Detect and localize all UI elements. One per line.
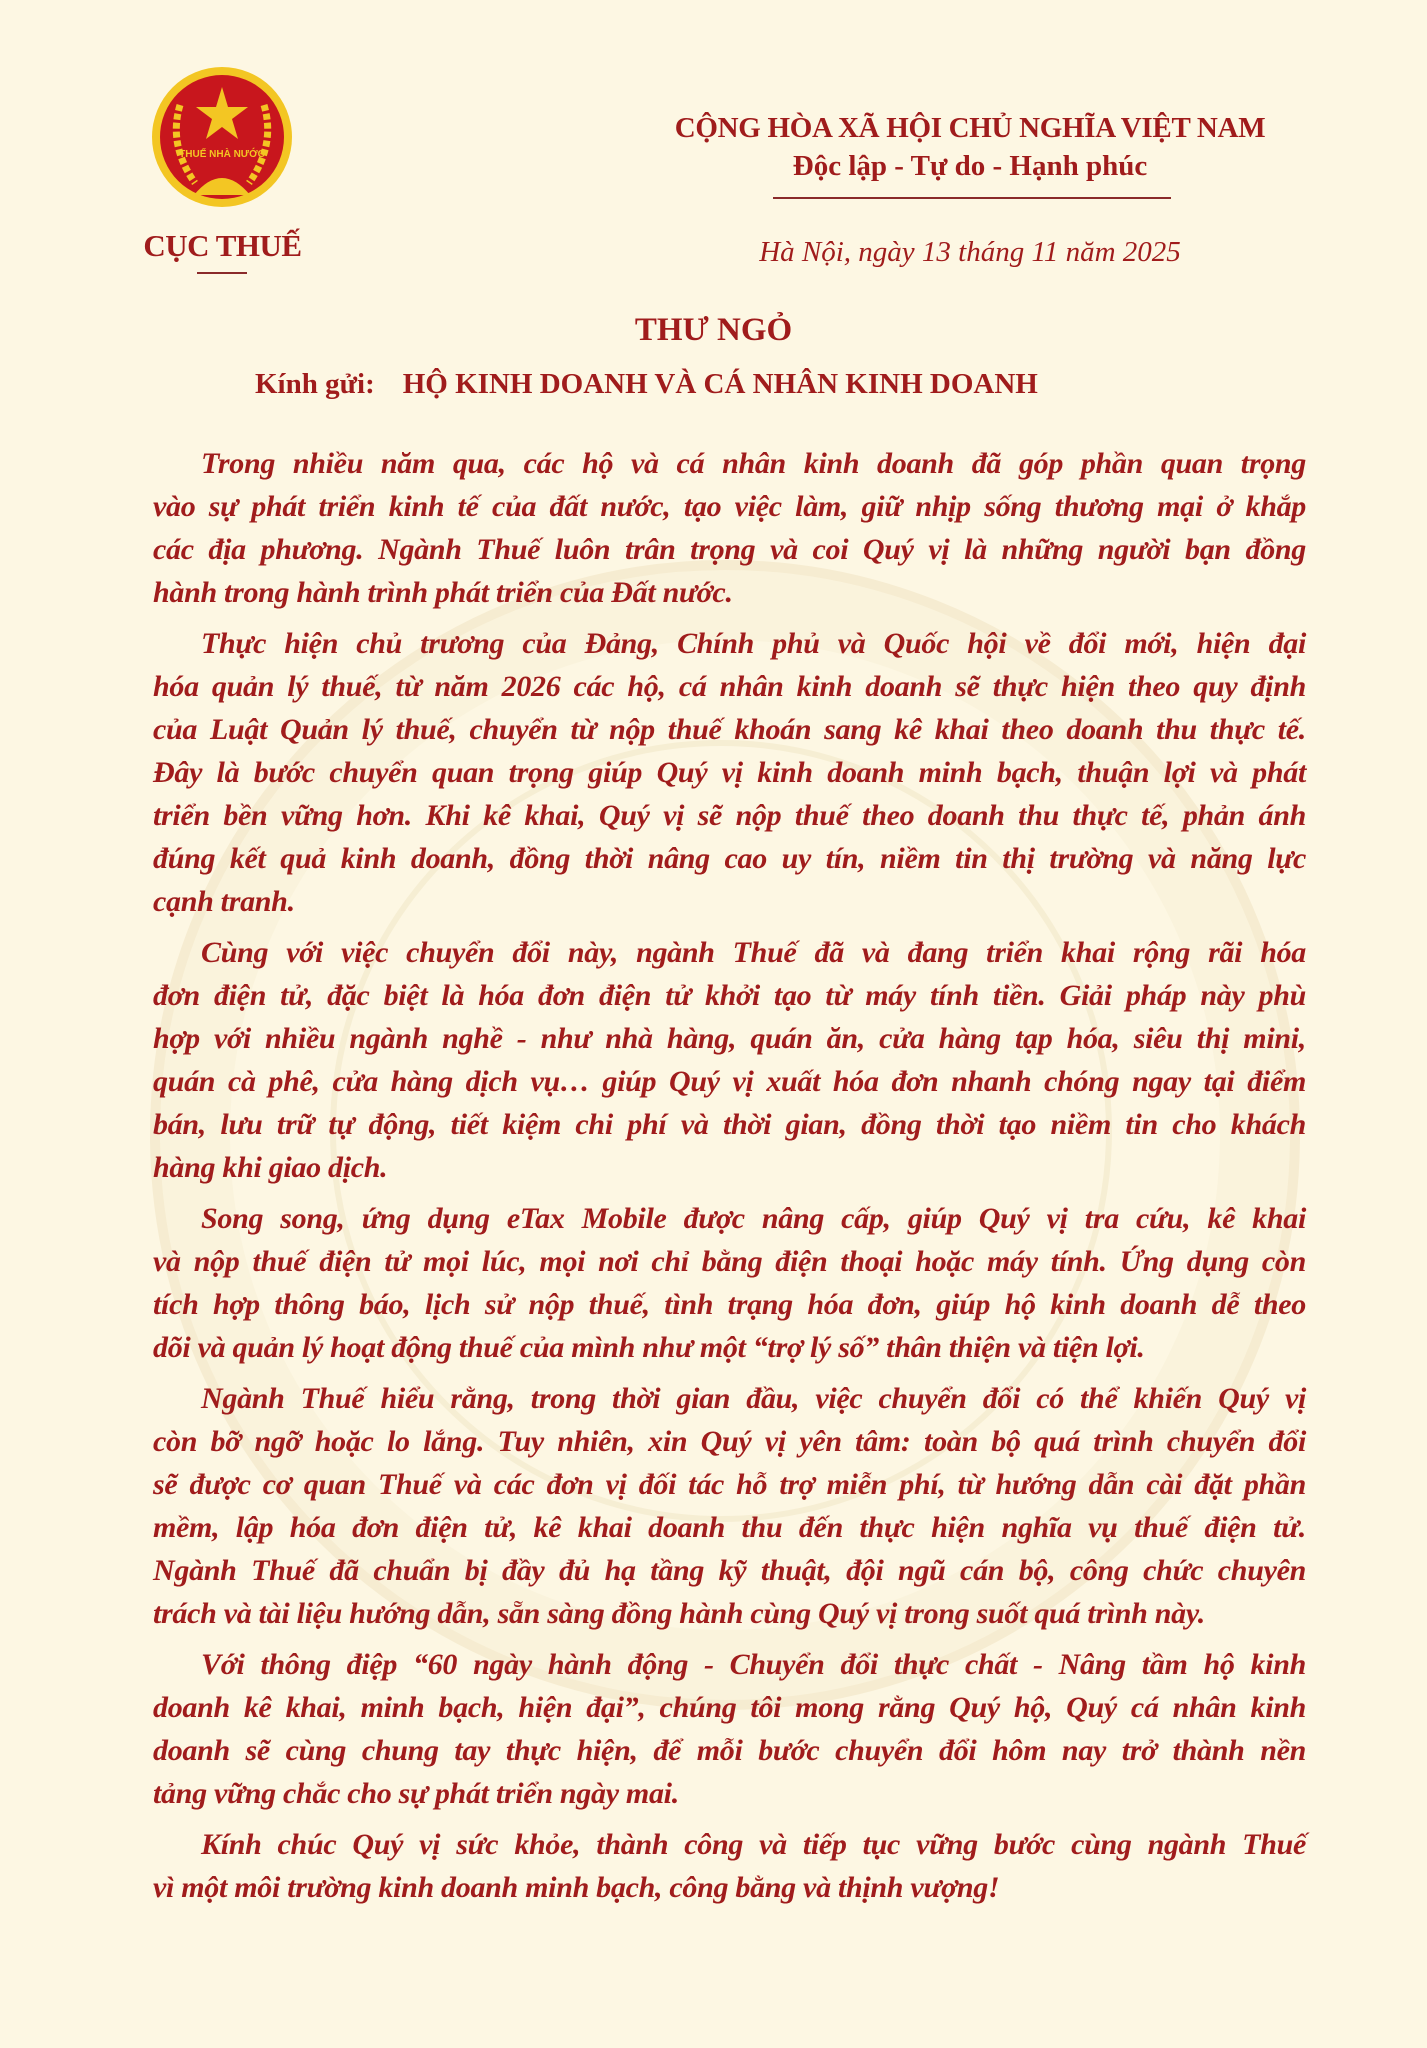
paragraph-line: Trong nhiều năm qua, các hộ và cá nhân kinh doanh đã góp phần quan trọng bbox=[201, 447, 1306, 480]
recipient-label: Kính gửi: bbox=[255, 368, 375, 400]
paragraph-line: quán cà phê, cửa hàng dịch vụ… giúp Quý vị xuất hóa đơn nhanh chóng ngay tại điểm bbox=[153, 1065, 1306, 1098]
tax-emblem-logo bbox=[150, 65, 294, 209]
paragraph-line: Ngành Thuế hiểu rằng, trong thời gian đầu, việc chuyển đổi có thể khiến Quý vị bbox=[201, 1382, 1306, 1415]
letter-title: THƯ NGỎ bbox=[634, 312, 793, 348]
paragraph-line: triển bền vững hơn. Khi kê khai, Quý vị sẽ nộp thuế theo doanh thu thực tế, phản ánh bbox=[153, 799, 1306, 832]
paragraph-line: bán, lưu trữ tự động, tiết kiệm chi phí và thời gian, đồng thời tạo niềm tin cho khách bbox=[153, 1108, 1306, 1141]
paragraph-line: hành trong hành trình phát triển của Đất nước. bbox=[153, 576, 733, 609]
paragraph-line: Kính chúc Quý vị sức khỏe, thành công và tiếp tục vững bước cùng ngành Thuế bbox=[201, 1828, 1306, 1861]
paragraph-line: và nộp thuế điện tử mọi lúc, mọi nơi chỉ bằng điện thoại hoặc máy tính. Ứng dụng còn bbox=[153, 1245, 1306, 1278]
paragraph bbox=[153, 931, 1306, 1189]
paragraph-line: đơn điện tử, đặc biệt là hóa đơn điện tử khởi tạo từ máy tính tiền. Giải pháp này phù bbox=[153, 979, 1306, 1012]
paragraph bbox=[153, 622, 1306, 923]
paragraph-line: Đây là bước chuyển quan trọng giúp Quý vị kinh doanh minh bạch, thuận lợi và phát bbox=[153, 756, 1306, 789]
national-motto: Độc lập - Tự do - Hạnh phúc bbox=[792, 150, 1148, 182]
paragraph-line: mềm, lập hóa đơn điện tử, kê khai doanh thu đến thực hiện nghĩa vụ thuế điện tử. bbox=[153, 1511, 1306, 1544]
recipient-name: HỘ KINH DOANH VÀ CÁ NHÂN KINH DOANH bbox=[402, 368, 1038, 400]
paragraph-line: các địa phương. Ngành Thuế luôn trân trọng và coi Quý vị là những người bạn đồng bbox=[153, 533, 1306, 566]
paragraph-line: hóa quản lý thuế, từ năm 2026 các hộ, cá nhân kinh doanh sẽ thực hiện theo quy định bbox=[153, 670, 1306, 703]
paragraph-line: hợp với nhiều ngành nghề - như nhà hàng, quán ăn, cửa hàng tạp hóa, siêu thị mini, bbox=[153, 1022, 1306, 1055]
paragraph bbox=[153, 1377, 1306, 1635]
letter-body bbox=[153, 442, 1306, 1917]
paragraph-line: vào sự phát triển kinh tế của đất nước, tạo việc làm, giữ nhịp sống thương mại ở khắp bbox=[153, 490, 1306, 523]
paragraph-line: vì một môi trường kinh doanh minh bạch, công bằng và thịnh vượng! bbox=[153, 1871, 1000, 1904]
paragraph-line: Ngành Thuế đã chuẩn bị đầy đủ hạ tầng kỹ thuật, đội ngũ cán bộ, công chức chuyên bbox=[153, 1554, 1306, 1587]
paragraph-line: Với thông điệp “60 ngày hành động - Chuyển đổi thực chất - Nâng tầm hộ kinh bbox=[201, 1648, 1306, 1681]
paragraph bbox=[153, 1197, 1306, 1369]
paragraph-line: đúng kết quả kinh doanh, đồng thời nâng cao uy tín, niềm tin thị trường và năng lực bbox=[153, 842, 1306, 875]
paragraph-line: doanh kê khai, minh bạch, hiện đại”, chúng tôi mong rằng Quý hộ, Quý cá nhân kinh bbox=[153, 1691, 1306, 1724]
paragraph-line: Cùng với việc chuyển đổi này, ngành Thuế đã và đang triển khai rộng rãi hóa bbox=[201, 936, 1306, 969]
paragraph-line: hàng khi giao dịch. bbox=[153, 1151, 388, 1184]
paragraph-line: trách và tài liệu hướng dẫn, sẵn sàng đồng hành cùng Quý vị trong suốt quá trình này. bbox=[153, 1597, 1205, 1630]
agency-name: CỤC THUẾ bbox=[143, 228, 302, 263]
paragraph-line: tảng vững chắc cho sự phát triển ngày mai. bbox=[153, 1777, 679, 1810]
motto-divider bbox=[773, 197, 1171, 199]
paragraph-line: sẽ được cơ quan Thuế và các đơn vị đối tác hỗ trợ miễn phí, từ hướng dẫn cài đặt phần bbox=[153, 1468, 1306, 1501]
paragraph-line: Song song, ứng dụng eTax Mobile được nâng cấp, giúp Quý vị tra cứu, kê khai bbox=[201, 1202, 1306, 1235]
recipient-line bbox=[255, 368, 1066, 401]
paragraph bbox=[153, 442, 1306, 614]
letter-date: Hà Nội, ngày 13 tháng 11 năm 2025 bbox=[759, 236, 1181, 268]
paragraph-line: tích hợp thông báo, lịch sử nộp thuế, tình trạng hóa đơn, giúp hộ kinh doanh dễ theo bbox=[153, 1288, 1306, 1321]
paragraph-line: dõi và quản lý hoạt động thuế của mình như một “trợ lý số” thân thiện và tiện lợi. bbox=[153, 1331, 1145, 1364]
agency-divider bbox=[197, 272, 247, 274]
paragraph-line: còn bỡ ngỡ hoặc lo lắng. Tuy nhiên, xin Quý vị yên tâm: toàn bộ quá trình chuyển đổi bbox=[153, 1425, 1306, 1458]
paragraph-line: của Luật Quản lý thuế, chuyển từ nộp thuế khoán sang kê khai theo doanh thu thực tế. bbox=[153, 713, 1306, 746]
paragraph-line: cạnh tranh. bbox=[153, 885, 295, 918]
paragraph bbox=[153, 1823, 1306, 1909]
paragraph-line: doanh sẽ cùng chung tay thực hiện, để mỗi bước chuyển đổi hôm nay trở thành nền bbox=[153, 1734, 1306, 1767]
national-title: CỘNG HÒA XÃ HỘI CHỦ NGHĨA VIỆT NAM bbox=[674, 112, 1266, 144]
svg-text:THUẾ NHÀ NƯỚC: THUẾ NHÀ NƯỚC bbox=[179, 149, 265, 160]
paragraph-line: Thực hiện chủ trương của Đảng, Chính phủ và Quốc hội về đổi mới, hiện đại bbox=[201, 627, 1306, 660]
paragraph bbox=[153, 1643, 1306, 1815]
